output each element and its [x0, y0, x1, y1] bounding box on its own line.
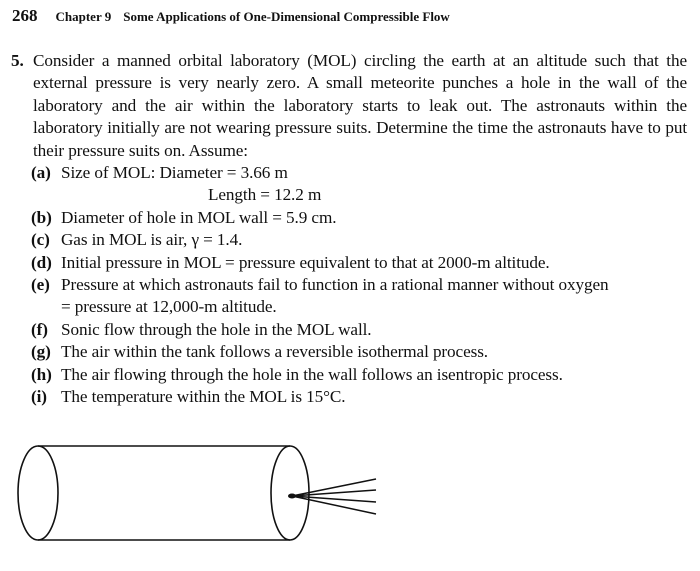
- assumption-label: (c): [31, 230, 50, 250]
- assumption-label: (g): [31, 342, 51, 362]
- assumption-text-cont: Length = 12.2 m: [208, 185, 322, 205]
- assumption-label: (h): [31, 364, 52, 384]
- assumption-label: (i): [31, 387, 47, 407]
- assumption-text: Sonic flow through the hole in the MOL wall.: [61, 319, 372, 339]
- assumption-text: Size of MOL: Diameter = 3.66 m: [61, 163, 288, 183]
- chapter-label: Chapter 9: [55, 9, 112, 24]
- assumption-label: (a): [31, 163, 51, 183]
- problem-statement: Consider a manned orbital laboratory (MOL) circling the earth at an altitude such that the external pressure is very nearly zero. A small meteorite punches a hole in the wall of the laboratory and the air within the laboratory starts to leak out. The astronauts within the laboratory initially are not wearing pressure suits. Determine the time the astronauts have to put their pressure suits on. Assume:: [33, 51, 687, 160]
- assumption-text: Pressure at which astronauts fail to function in a rational manner without oxygen: [61, 275, 609, 295]
- assumption-label: (e): [31, 275, 50, 295]
- assumption-label: (f): [31, 319, 48, 339]
- assumption-text: The temperature within the MOL is 15°C.: [61, 387, 346, 407]
- assumption-text: Diameter of hole in MOL wall = 5.9 cm.: [61, 207, 337, 227]
- assumption-label: (d): [31, 252, 52, 272]
- assumption-text: The air flowing through the hole in the wall follows an isentropic process.: [61, 364, 563, 384]
- cylinder-left-end: [18, 446, 58, 540]
- page-number: 268: [12, 6, 38, 25]
- assumption-text: The air within the tank follows a reversible isothermal process.: [61, 342, 488, 362]
- escaping-air-jets: [292, 479, 376, 514]
- assumption-text: Initial pressure in MOL = pressure equivalent to that at 2000-m altitude.: [61, 252, 550, 272]
- problem-number: 5.: [11, 51, 24, 70]
- chapter-title: Some Applications of One-Dimensional Compressible Flow: [123, 9, 450, 24]
- assumption-text-cont: = pressure at 12,000-m altitude.: [61, 297, 277, 317]
- assumption-label: (b): [31, 207, 52, 227]
- assumption-text: Gas in MOL is air, γ = 1.4.: [61, 230, 243, 250]
